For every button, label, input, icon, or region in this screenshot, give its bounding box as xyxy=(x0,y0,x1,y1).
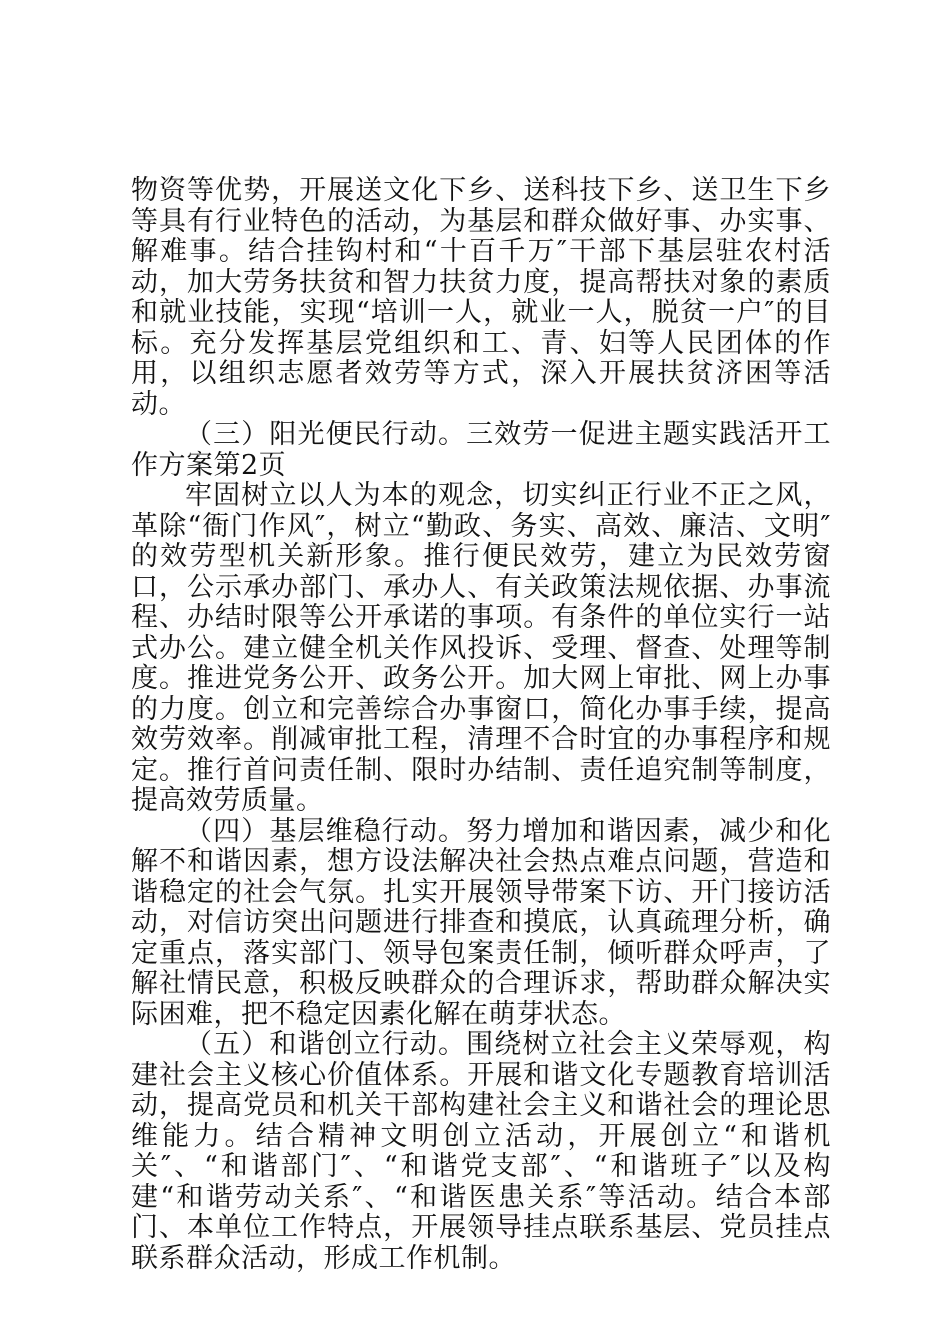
paragraph-section-5: （五）和谐创立行动。围绕树立社会主义荣辱观，构建社会主义核心价值体系。开展和谐文化专题教育培训活动，提高党员和机关干部构建社会主义和谐社会的理论思维能力。结合精神文明创立活动，开展创立“和谐机关″、“和谐部门″、“和谐党支部″、“和谐班子″以及构建“和谐劳动关系″、“和谐医患关系″等活动。结合本部门、本单位工作特点，开展领导挂点联系基层、党员挂点联系群众活动，形成工作机制。 xyxy=(131,1029,831,1274)
paragraph-section-3-body: 牢固树立以人为本的观念，切实纠正行业不正之风，革除“衙门作风″，树立“勤政、务实、高效、廉洁、文明″的效劳型机关新形象。推行便民效劳，建立为民效劳窗口，公示承办部门、承办人、有关政策法规依据、办事流程、办结时限等公开承诺的事项。有条件的单位实行一站式办公。建立健全机关作风投诉、受理、督查、处理等制度。推进党务公开、政务公开。加大网上审批、网上办事的力度。创立和完善综合办事窗口，简化办事手续，提高效劳效率。削减审批工程，清理不合时宜的办事程序和规定。推行首问责任制、限时办结制、责任追究制等制度，提高效劳质量。 xyxy=(131,480,831,816)
paragraph-continuation: 物资等优势，开展送文化下乡、送科技下乡、送卫生下乡等具有行业特色的活动，为基层和群众做好事、办实事、解难事。结合挂钩村和“十百千万″干部下基层驻农村活动，加大劳务扶贫和智力扶贫力度，提高帮扶对象的素质和就业技能，实现“培训一人，就业一人，脱贫一户″的目标。充分发挥基层党组织和工、青、妇等人民团体的作用，以组织志愿者效劳等方式，深入开展扶贫济困等活动。 xyxy=(131,175,831,420)
body-text xyxy=(131,176,831,1274)
paragraph-section-3-heading: （三）阳光便民行动。三效劳一促进主题实践活开工作方案第2页 xyxy=(131,419,831,481)
paragraph-section-4: （四）基层维稳行动。努力增加和谐因素，减少和化解不和谐因素，想方设法解决社会热点难点问题，营造和谐稳定的社会气氛。扎实开展领导带案下访、开门接访活动，对信访突出问题进行排查和摸底，认真疏理分析，确定重点，落实部门、领导包案责任制，倾听群众呼声，了解社情民意，积极反映群众的合理诉求，帮助群众解决实际困难，把不稳定因素化解在萌芽状态。 xyxy=(131,815,831,1030)
